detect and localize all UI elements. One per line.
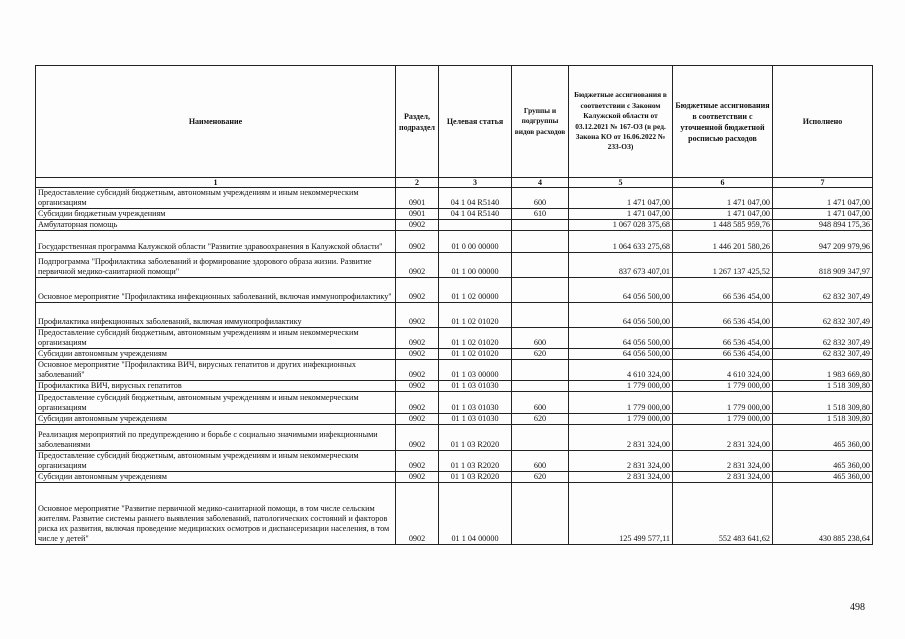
row-executed-amount: 62 832 307,49 [773,303,873,328]
row-target: 01 1 02 00000 [439,278,512,303]
row-target: 01 1 02 01020 [439,303,512,328]
row-refined-amount: 1 779 000,00 [673,392,773,414]
table-row [36,303,873,328]
row-section: 0902 [396,451,439,472]
table-body [36,188,873,545]
row-target [439,220,512,231]
row-law-amount: 125 499 577,11 [569,483,673,545]
row-refined-amount: 66 536 454,00 [673,349,773,360]
row-group [512,278,569,303]
row-name: Субсидии автономным учреждениям [36,472,396,483]
row-section: 0902 [396,328,439,349]
row-name: Предоставление субсидий бюджетным, автономным учреждениям и иным некоммерческим организациям [36,451,396,472]
table-row [36,209,873,220]
row-executed-amount: 465 360,00 [773,451,873,472]
row-executed-amount: 1 983 669,80 [773,360,873,381]
row-target: 01 1 03 01030 [439,414,512,425]
row-law-amount: 4 610 324,00 [569,360,673,381]
row-refined-amount: 2 831 324,00 [673,425,773,451]
row-executed-amount: 1 471 047,00 [773,188,873,209]
row-executed-amount: 62 832 307,49 [773,328,873,349]
row-target: 01 0 00 00000 [439,231,512,253]
row-refined-amount: 1 779 000,00 [673,381,773,392]
row-group [512,220,569,231]
row-law-amount: 64 056 500,00 [569,349,673,360]
row-executed-amount: 62 832 307,49 [773,349,873,360]
table-row [36,231,873,253]
col-num-2: 2 [396,178,439,188]
row-group: 610 [512,209,569,220]
row-name: Реализация мероприятий по предупреждению и борьбе с социально значимыми инфекционными заболеваниями [36,425,396,451]
row-section: 0901 [396,209,439,220]
row-law-amount: 64 056 500,00 [569,328,673,349]
row-section: 0902 [396,278,439,303]
row-target: 01 1 02 01020 [439,349,512,360]
row-target: 01 1 04 00000 [439,483,512,545]
table-row [36,451,873,472]
table-row [36,188,873,209]
row-executed-amount: 62 832 307,49 [773,278,873,303]
row-name: Основное мероприятие "Развитие первичной медико-санитарной помощи, в том числе сельским жителям. Развитие системы раннего выявления заболеваний, патологических состояний и факторов риска их развития, включая проведение медицинских осмотров и диспансеризации населения, в том числе у детей" [36,483,396,545]
row-refined-amount: 1 448 585 959,76 [673,220,773,231]
row-section: 0902 [396,472,439,483]
header-groups: Группы и подгруппы видов расходов [512,66,569,178]
row-section: 0902 [396,220,439,231]
col-num-3: 3 [439,178,512,188]
row-name: Предоставление субсидий бюджетным, автономным учреждениям и иным некоммерческим организациям [36,328,396,349]
row-target: 01 1 00 00000 [439,253,512,278]
row-refined-amount: 4 610 324,00 [673,360,773,381]
table-row [36,381,873,392]
row-executed-amount: 465 360,00 [773,472,873,483]
row-law-amount: 1 779 000,00 [569,392,673,414]
row-group [512,303,569,328]
row-executed-amount: 1 518 309,80 [773,392,873,414]
table-row [36,349,873,360]
row-group: 620 [512,472,569,483]
row-refined-amount: 1 471 047,00 [673,209,773,220]
row-name: Государственная программа Калужской области "Развитие здравоохранения в Калужской области" [36,231,396,253]
row-section: 0902 [396,303,439,328]
table-row [36,483,873,545]
row-target: 01 1 03 01030 [439,392,512,414]
row-executed-amount: 465 360,00 [773,425,873,451]
row-law-amount: 64 056 500,00 [569,278,673,303]
row-name: Субсидии автономным учреждениям [36,349,396,360]
row-group [512,425,569,451]
row-group [512,231,569,253]
table-row [36,253,873,278]
page-number: 498 [850,602,865,613]
row-law-amount: 64 056 500,00 [569,303,673,328]
row-group: 600 [512,451,569,472]
table-row [36,425,873,451]
budget-table [35,65,873,545]
row-law-amount: 1 471 047,00 [569,209,673,220]
row-group: 620 [512,414,569,425]
row-refined-amount: 1 446 201 580,26 [673,231,773,253]
row-group: 600 [512,328,569,349]
row-name: Предоставление субсидий бюджетным, автономным учреждениям и иным некоммерческим организациям [36,392,396,414]
row-law-amount: 2 831 324,00 [569,451,673,472]
row-name: Профилактика инфекционных заболеваний, включая иммунопрофилактику [36,303,396,328]
table-row [36,392,873,414]
row-section: 0902 [396,349,439,360]
row-law-amount: 837 673 407,01 [569,253,673,278]
row-name: Субсидии автономным учреждениям [36,414,396,425]
row-group: 600 [512,188,569,209]
row-executed-amount: 948 894 175,36 [773,220,873,231]
row-section: 0902 [396,253,439,278]
row-section: 0902 [396,360,439,381]
row-name: Субсидии бюджетным учреждениям [36,209,396,220]
col-num-1: 1 [36,178,396,188]
row-law-amount: 1 067 028 375,68 [569,220,673,231]
row-group: 620 [512,349,569,360]
row-group [512,253,569,278]
row-refined-amount: 2 831 324,00 [673,451,773,472]
row-executed-amount: 947 209 979,96 [773,231,873,253]
header-law-allocations: Бюджетные ассигнования в соответствии с Законом Калужской области от 03.12.2021 № 167-ОЗ (в ред. Закона КО от 16.06.2022 № 233-ОЗ) [569,66,673,178]
col-num-7: 7 [773,178,873,188]
row-name: Основное мероприятие "Профилактика инфекционных заболеваний, включая иммунопрофилактику" [36,278,396,303]
table-row [36,414,873,425]
row-target: 01 1 02 01020 [439,328,512,349]
col-num-6: 6 [673,178,773,188]
column-number-row [36,178,873,188]
row-section: 0902 [396,231,439,253]
col-num-4: 4 [512,178,569,188]
header-target: Целевая статья [439,66,512,178]
row-executed-amount: 818 909 347,97 [773,253,873,278]
row-refined-amount: 1 779 000,00 [673,414,773,425]
row-law-amount: 1 471 047,00 [569,188,673,209]
row-group: 600 [512,392,569,414]
row-name: Предоставление субсидий бюджетным, автономным учреждениям и иным некоммерческим организациям [36,188,396,209]
header-name: Наименование [36,66,396,178]
row-section: 0902 [396,483,439,545]
row-refined-amount: 66 536 454,00 [673,328,773,349]
col-num-5: 5 [569,178,673,188]
row-law-amount: 1 064 633 275,68 [569,231,673,253]
row-law-amount: 1 779 000,00 [569,414,673,425]
row-group [512,381,569,392]
table-row [36,278,873,303]
row-refined-amount: 66 536 454,00 [673,278,773,303]
table-row [36,472,873,483]
row-name: Подпрограмма "Профилактика заболеваний и формирование здорового образа жизни. Развитие первичной медико-санитарной помощи" [36,253,396,278]
row-refined-amount: 1 267 137 425,52 [673,253,773,278]
row-target: 01 1 03 00000 [439,360,512,381]
row-section: 0902 [396,392,439,414]
row-law-amount: 2 831 324,00 [569,472,673,483]
row-executed-amount: 1 471 047,00 [773,209,873,220]
header-row [36,66,873,178]
row-section: 0902 [396,425,439,451]
row-target: 01 1 03 R2020 [439,451,512,472]
row-law-amount: 2 831 324,00 [569,425,673,451]
row-group [512,360,569,381]
row-section: 0902 [396,381,439,392]
row-target: 04 1 04 R5140 [439,188,512,209]
row-refined-amount: 1 471 047,00 [673,188,773,209]
row-section: 0901 [396,188,439,209]
row-executed-amount: 430 885 238,64 [773,483,873,545]
row-target: 04 1 04 R5140 [439,209,512,220]
header-refined-allocations: Бюджетные ассигнования в соответствии с уточненной бюджетной росписью расходов [673,66,773,178]
row-executed-amount: 1 518 309,80 [773,381,873,392]
table-row [36,220,873,231]
row-refined-amount: 2 831 324,00 [673,472,773,483]
table-row [36,328,873,349]
row-section: 0902 [396,414,439,425]
row-group [512,483,569,545]
row-target: 01 1 03 R2020 [439,472,512,483]
header-executed: Исполнено [773,66,873,178]
row-law-amount: 1 779 000,00 [569,381,673,392]
row-refined-amount: 66 536 454,00 [673,303,773,328]
row-name: Профилактика ВИЧ, вирусных гепатитов [36,381,396,392]
header-section: Раздел, подраздел [396,66,439,178]
row-executed-amount: 1 518 309,80 [773,414,873,425]
row-refined-amount: 552 483 641,62 [673,483,773,545]
row-target: 01 1 03 R2020 [439,425,512,451]
row-name: Амбулаторная помощь [36,220,396,231]
table-row [36,360,873,381]
row-target: 01 1 03 01030 [439,381,512,392]
row-name: Основное мероприятие "Профилактика ВИЧ, вирусных гепатитов и других инфекционных заболеваний" [36,360,396,381]
